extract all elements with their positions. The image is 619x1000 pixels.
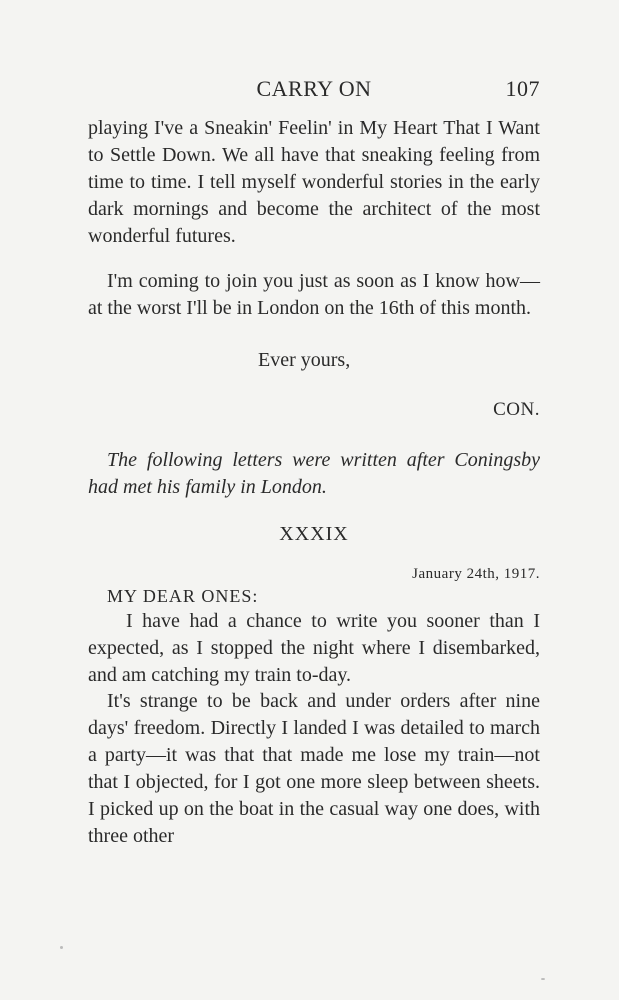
letter-salutation: MY DEAR ONES: bbox=[107, 586, 259, 606]
page-number: 107 bbox=[505, 76, 540, 101]
paper-speck bbox=[541, 978, 545, 980]
letter-date: January 24th, 1917. bbox=[412, 566, 540, 582]
editorial-note: The following letters were written after Coningsby had met his family in London. bbox=[88, 449, 540, 498]
paragraph-continued: playing I've a Sneakin' Feelin' in My Heart That I Want to Settle Down. We all have that sneaking feeling from time to time. I tell myself wonderful stories in the early dark mornings and become the architect of the most wonderful futures. bbox=[88, 117, 540, 247]
paper-speck bbox=[60, 946, 63, 949]
letter-signature: CON. bbox=[493, 399, 540, 420]
letter-number-heading: XXXIX bbox=[279, 523, 349, 545]
letter-closing: Ever yours, bbox=[258, 349, 351, 371]
running-head: CARRY ON bbox=[256, 76, 372, 101]
paragraph: It's strange to be back and under orders after nine days' freedom. Directly I landed I was detailed to march a party—it was that that made me lose my train—not that I objected, for I got one more sleep between sheets. I picked up on the boat in the casual way one does, with three other bbox=[88, 690, 540, 847]
page-header bbox=[88, 76, 540, 106]
paragraph: I have had a chance to write you sooner than I expected, as I stopped the night where I disembarked, and am catching my train to-day. bbox=[88, 610, 540, 686]
paragraph: I'm coming to join you just as soon as I know how—at the worst I'll be in London on the 16th of this month. bbox=[88, 270, 540, 319]
